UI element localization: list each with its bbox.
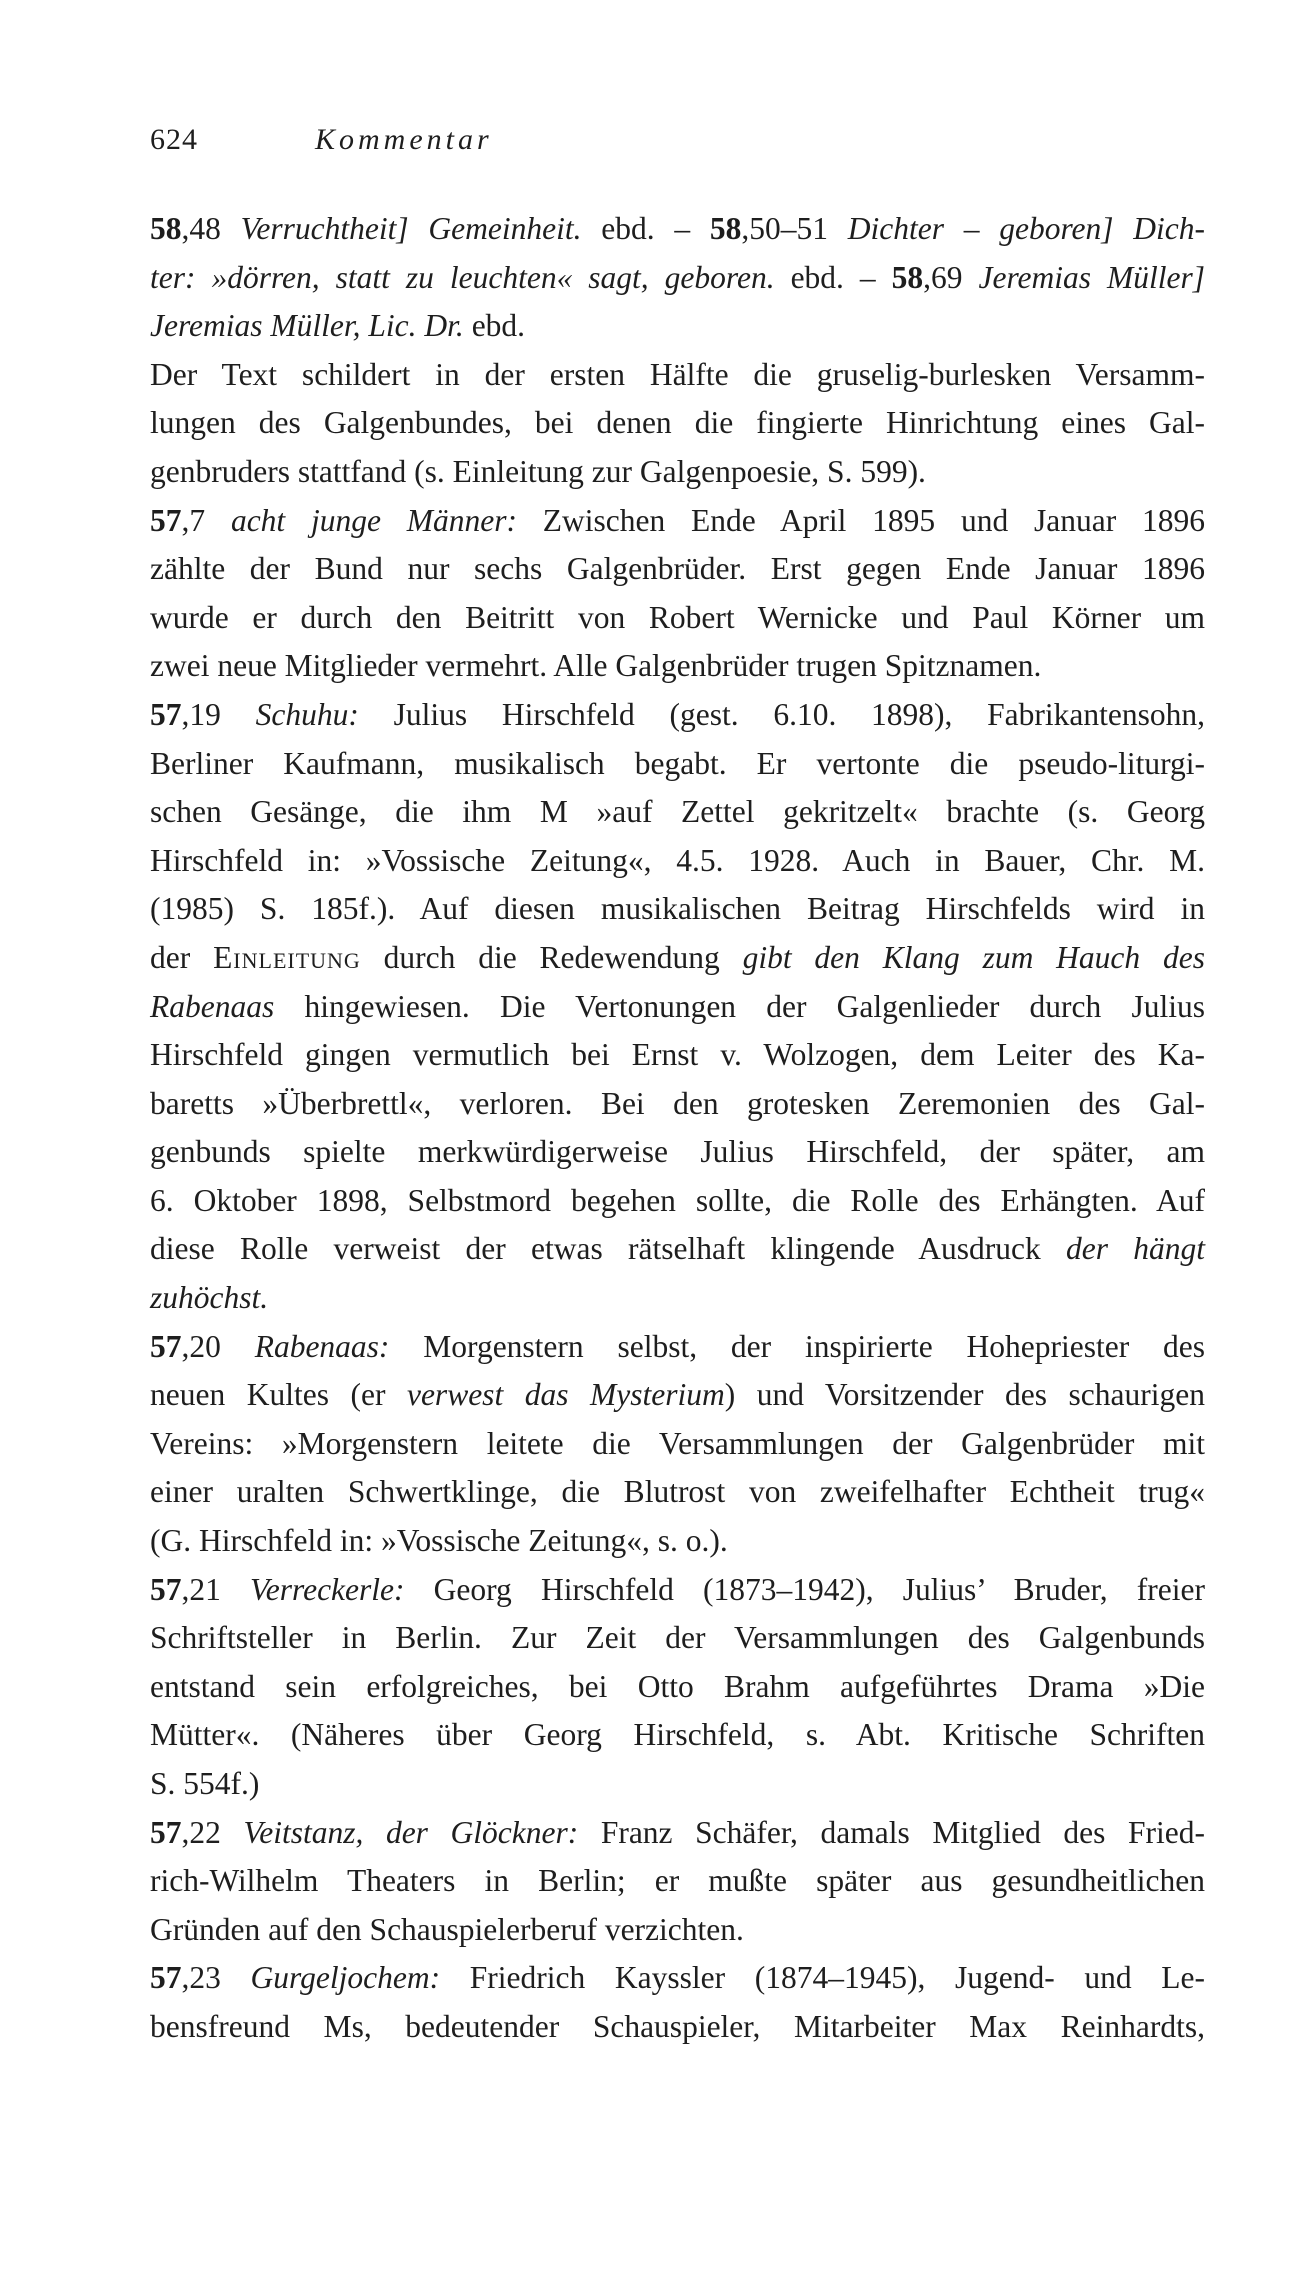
text-run: durch die Redewendung [360, 939, 743, 975]
text-line [150, 983, 1205, 1032]
text-run: S. 554f.) [150, 1766, 260, 1801]
text-run: bensfreund Ms, bedeutender Schauspieler, Mitarbeiter Max Reinhardts, [150, 2008, 1205, 2044]
text-line [150, 1371, 1205, 1420]
text-run: ,21 [181, 1571, 251, 1607]
lemma-page-ref: 57 [150, 1814, 182, 1850]
text-run: zwei neue Mitglieder vermehrt. Alle Galgenbrüder trugen Spitznamen. [150, 648, 1042, 684]
lemma-page-ref: 57 [150, 696, 182, 732]
lemma-page-ref: 58 [891, 259, 924, 295]
italic-text: Verreckerle: [250, 1571, 405, 1607]
text-run: ebd. – [774, 259, 892, 295]
text-run: ,23 [181, 1960, 251, 1996]
text-line [150, 1031, 1205, 1080]
text-line [150, 497, 1205, 546]
text-run: (G. Hirschfeld in: »Vossische Zeitung«, s. o.). [150, 1523, 728, 1559]
lemma-page-ref: 57 [150, 1328, 182, 1364]
small-caps-text: Einleitung [213, 939, 361, 975]
text-run: Vereins: »Morgenstern leitete die Versammlungen der Galgenbrüder mit [150, 1425, 1205, 1461]
text-run: ,69 [923, 259, 979, 295]
text-line [150, 1274, 1205, 1323]
text-line [150, 691, 1205, 740]
running-title: Kommentar [315, 123, 493, 156]
italic-text: ter: »dörren, statt zu leuchten« sagt, geboren. [150, 259, 775, 295]
text-run: entstand sein erfolgreiches, bei Otto Brahm aufgeführtes Drama »Die [150, 1668, 1205, 1704]
lemma-page-ref: 58 [150, 211, 182, 246]
text-line [150, 1809, 1205, 1858]
text-run: Berliner Kaufmann, musikalisch begabt. Er vertonte die pseudo-liturgi- [150, 745, 1205, 781]
text-run: hingewiesen. Die Vertonungen der Galgenlieder durch Julius [274, 988, 1205, 1024]
text-line [150, 254, 1205, 303]
text-line [150, 1468, 1205, 1517]
text-run: wurde er durch den Beitritt von Robert Wernicke und Paul Körner um [150, 599, 1205, 635]
italic-text: Rabenaas: [254, 1328, 390, 1364]
italic-text: acht junge Männer: [230, 502, 517, 538]
text-run: zählte der Bund nur sechs Galgenbrüder. Erst gegen Ende Januar 1896 [150, 551, 1205, 587]
text-run: neuen Kultes (er [150, 1377, 407, 1413]
italic-text: zuhöchst. [150, 1280, 269, 1316]
italic-text: Jeremias Müller, Lic. Dr. [150, 308, 464, 344]
italic-text: der hängt [1065, 1231, 1206, 1267]
text-line [150, 399, 1205, 448]
text-run: Schriftsteller in Berlin. Zur Zeit der Versammlungen des Galgenbunds [150, 1620, 1205, 1656]
text-line [150, 1857, 1205, 1906]
text-line [150, 837, 1205, 886]
italic-text: Rabenaas [150, 988, 275, 1024]
text-run: Franz Schäfer, damals Mitglied des Fried- [578, 1814, 1205, 1850]
text-run: 6. Oktober 1898, Selbstmord begehen sollte, die Rolle des Erhängten. Auf [150, 1182, 1205, 1218]
text-line [150, 1517, 1205, 1566]
text-run: Gründen auf den Schauspielerberuf verzichten. [150, 1911, 744, 1947]
text-run: Julius Hirschfeld (gest. 6.10. 1898), Fabrikantensohn, [358, 696, 1205, 732]
running-head [150, 118, 493, 162]
text-line [150, 1323, 1205, 1372]
text-line [150, 1760, 1205, 1809]
text-run: baretts »Überbrettl«, verloren. Bei den grotesken Zeremonien des Gal- [150, 1085, 1205, 1121]
text-run: lungen des Galgenbundes, bei denen die fingierte Hinrichtung eines Gal- [150, 405, 1205, 441]
italic-text: verwest das Mysterium [406, 1377, 725, 1413]
text-line [150, 1080, 1205, 1129]
text-line [150, 545, 1205, 594]
text-line [150, 302, 1205, 351]
text-line [150, 1954, 1205, 2003]
lemma-page-ref: 57 [150, 1571, 182, 1607]
italic-text: Jeremias Müller] [978, 259, 1206, 295]
text-line [150, 740, 1205, 789]
text-run: der [150, 939, 214, 975]
lemma-page-ref: 57 [150, 502, 182, 538]
text-line [150, 1711, 1205, 1760]
text-run: ,7 [181, 502, 231, 538]
commentary-body [150, 205, 1205, 2052]
text-run: Hirschfeld gingen vermutlich bei Ernst v. Wolzogen, dem Leiter des Ka- [150, 1037, 1205, 1073]
text-line [150, 1128, 1205, 1177]
text-line [150, 205, 1205, 254]
text-run: ebd. – [581, 211, 710, 246]
text-run: (1985) S. 185f.). Auf diesen musikalischen Beitrag Hirschfelds wird in [150, 891, 1205, 927]
text-line [150, 1566, 1205, 1615]
text-run: Morgenstern selbst, der inspirierte Hohepriester des [389, 1328, 1205, 1364]
text-line [150, 642, 1205, 691]
text-run: Zwischen Ende April 1895 und Januar 1896 [516, 502, 1206, 538]
text-line [150, 351, 1205, 400]
text-line [150, 1420, 1205, 1469]
text-run: Mütter«. (Näheres über Georg Hirschfeld, s. Abt. Kritische Schriften [150, 1717, 1205, 1753]
text-line [150, 885, 1205, 934]
text-run: ,19 [181, 696, 256, 732]
text-run: ,20 [181, 1328, 255, 1364]
text-line [150, 448, 1205, 497]
italic-text: Schuhu: [255, 696, 359, 732]
text-run: ) und Vorsitzender des schaurigen [724, 1377, 1205, 1413]
italic-text: Gurgeljochem: [250, 1960, 441, 1996]
text-line [150, 934, 1205, 983]
text-line [150, 594, 1205, 643]
italic-text: gibt den Klang zum Hauch des [742, 939, 1205, 975]
text-line [150, 2003, 1205, 2052]
text-line [150, 1663, 1205, 1712]
lemma-page-ref: 57 [150, 1960, 182, 1996]
text-run: Der Text schildert in der ersten Hälfte die gruselig-burlesken Versamm- [150, 356, 1205, 392]
text-line [150, 788, 1205, 837]
text-run: ,48 [181, 211, 241, 246]
text-run: schen Gesänge, die ihm M »auf Zettel gekritzelt« brachte (s. Georg [150, 794, 1205, 830]
text-run: Friedrich Kayssler (1874–1945), Jugend- und Le- [440, 1960, 1206, 1996]
italic-text: Dichter – geboren] Dich- [847, 211, 1206, 246]
text-line [150, 1614, 1205, 1663]
italic-text: Verruchtheit] Gemeinheit. [240, 211, 582, 246]
text-run: einer uralten Schwertklinge, die Blutrost von zweifelhafter Echtheit trug« [150, 1474, 1205, 1510]
text-line [150, 1177, 1205, 1226]
text-run: ebd. [463, 308, 526, 344]
text-run: ,22 [181, 1814, 244, 1850]
text-line [150, 1906, 1205, 1955]
text-run: genbunds spielte merkwürdigerweise Julius Hirschfeld, der später, am [150, 1134, 1205, 1170]
lemma-page-ref: 58 [709, 211, 742, 246]
text-run: Georg Hirschfeld (1873–1942), Julius’ Bruder, freier [404, 1571, 1205, 1607]
text-run: rich-Wilhelm Theaters in Berlin; er mußte später aus gesundheitlichen [150, 1863, 1205, 1899]
page-number: 624 [150, 123, 198, 156]
text-run: ,50–51 [741, 211, 848, 246]
text-run: genbruders stattfand (s. Einleitung zur Galgenpoesie, S. 599). [150, 453, 926, 489]
text-run: diese Rolle verweist der etwas rätselhaft klingende Ausdruck [150, 1231, 1066, 1267]
italic-text: Veitstanz, der Glöckner: [243, 1814, 579, 1850]
text-run: Hirschfeld in: »Vossische Zeitung«, 4.5. 1928. Auch in Bauer, Chr. M. [150, 842, 1205, 878]
text-line [150, 1225, 1205, 1274]
